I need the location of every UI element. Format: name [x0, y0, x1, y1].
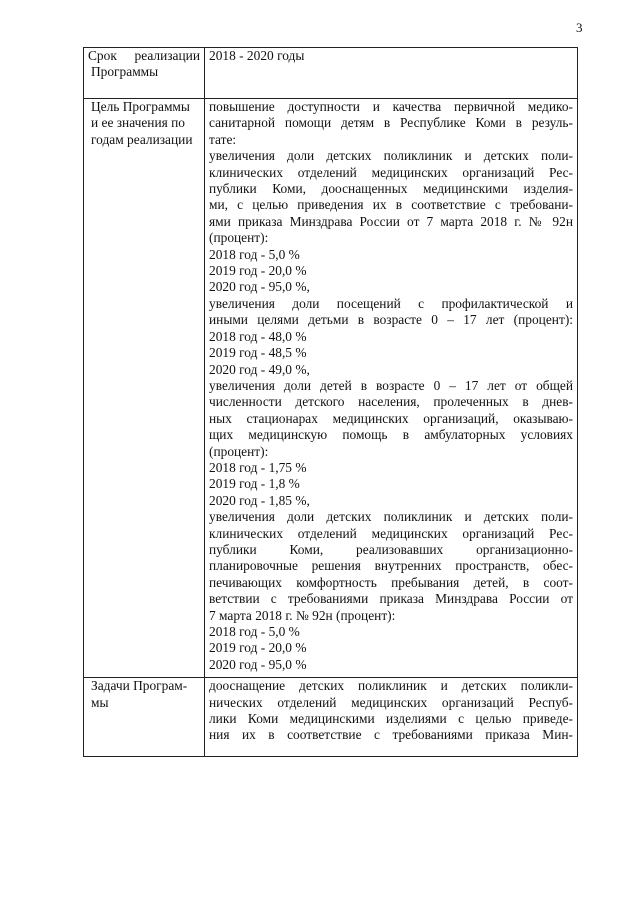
row-label-cell [84, 48, 205, 99]
row-content-cell [205, 678, 578, 757]
content-line: увеличения доли детских поликлиник и детских поли- [209, 148, 573, 164]
content-line: 2020 год - 95,0 %, [209, 279, 310, 295]
content-line: 7 марта 2018 г. № 92н (процент): [209, 607, 396, 623]
row-content-cell [205, 99, 578, 678]
table-row [84, 99, 578, 678]
label-line: и ее значения по [91, 115, 185, 131]
content-line: ями приказа Минздрава России от 7 марта 2018 г. № 92н [209, 213, 573, 229]
label-line: мы [91, 694, 109, 710]
content-line: (процент): [209, 443, 269, 459]
content-line: увеличения доли детей в возрасте 0 – 17 лет от общей [209, 377, 573, 393]
table-row [84, 48, 578, 99]
content-line: щих медицинскую помощь в амбулаторных условиях [209, 427, 573, 443]
content-line: клинических отделений медицинских организаций Рес- [209, 525, 573, 541]
content-line: 2020 год - 95,0 % [209, 656, 307, 672]
content-line: тате: [209, 131, 237, 147]
content-line: публики Коми, дооснащенных медицинскими изделия- [209, 181, 573, 197]
content-line: санитарной помощи детям в Республике Коми в резуль- [209, 115, 573, 131]
content-line: 2018 - 2020 годы [209, 48, 305, 63]
content-line: клинических отделений медицинских организаций Рес- [209, 164, 573, 180]
label-line: Задачи Програм- [91, 678, 188, 694]
label-line: Срок реализации [88, 48, 200, 63]
content-line: 2020 год - 49,0 %, [209, 361, 310, 377]
content-line: 2019 год - 20,0 % [209, 640, 307, 656]
row-content-cell [205, 48, 578, 99]
content-line: 2019 год - 20,0 % [209, 263, 307, 279]
content-line: печивающих комфортность пребывания детей, в соот- [209, 574, 573, 590]
content-line: 2018 год - 1,75 % [209, 459, 307, 475]
label-line: годам реализации [91, 131, 193, 147]
content-line: 2018 год - 5,0 % [209, 624, 300, 639]
content-line: ных стационарах медицинских организаций, оказываю- [209, 410, 573, 426]
content-line: лики Коми медицинскими изделиями с целью приведе- [209, 711, 573, 727]
content-line: увеличения доли посещений с профилактической и [209, 295, 573, 311]
content-line: численности детского населения, пролеченных в днев- [209, 394, 573, 410]
label-line: Цель Программы [91, 99, 190, 114]
content-line: публики Коми, реализовавших организационно- [209, 541, 573, 557]
page-number: 3 [576, 20, 583, 35]
content-line: увеличения доли детских поликлиник и детских поли- [209, 509, 573, 525]
row-label-cell [84, 99, 205, 678]
content-line: 2019 год - 1,8 % [209, 476, 300, 492]
content-line: 2019 год - 48,5 % [209, 345, 307, 361]
content-line: повышение доступности и качества первичной медико- [209, 99, 573, 114]
content-line: планировочные решения внутренних пространств, обес- [209, 558, 573, 574]
label-line: Программы [91, 64, 159, 80]
content-line: нических отделений медицинских организаций Респуб- [209, 694, 573, 710]
content-line: 2018 год - 48,0 % [209, 328, 307, 344]
content-line: ми, с целью приведения их в соответствие с требовани- [209, 197, 573, 213]
program-passport-table [83, 47, 578, 757]
table-row [84, 678, 578, 757]
content-line: 2020 год - 1,85 %, [209, 492, 310, 508]
content-line: (процент): [209, 230, 269, 246]
row-label-cell [84, 678, 205, 757]
content-line: дооснащение детских поликлиник и детских поликли- [209, 678, 573, 694]
content-line: ветствии с требованиями приказа Минздрава России от [209, 591, 573, 607]
content-line: 2018 год - 5,0 % [209, 246, 300, 262]
content-line: ния их в соответствие с требованиями приказа Мин- [209, 727, 573, 743]
content-line: иными целями детьми в возрасте 0 – 17 лет (процент): [209, 312, 573, 328]
